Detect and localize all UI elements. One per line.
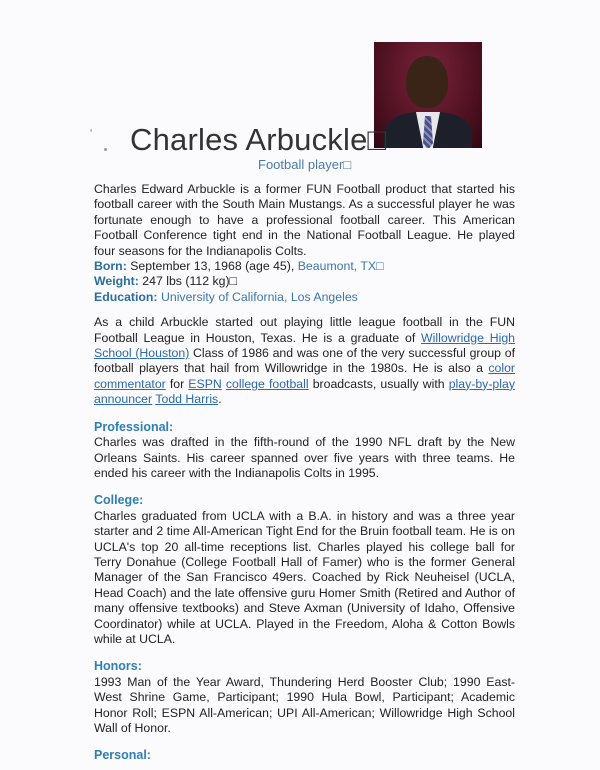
childhood-text-2: Class of 1986 and was one of the very successful group of football players that hail from Willowridge in the 1980s. He is also a — [94, 346, 516, 376]
weight-label: Weight: — [94, 274, 139, 289]
born-place-link[interactable]: Beaumont, TX□ — [297, 259, 384, 274]
education-label: Education: — [94, 289, 158, 304]
college-heading: College: — [94, 493, 144, 508]
portrait-photo — [374, 42, 482, 148]
born-label: Born: — [94, 259, 127, 274]
photo-head — [406, 56, 448, 108]
page-subtitle: Football player□ — [258, 157, 352, 172]
college-football-link[interactable]: college football — [225, 376, 309, 391]
college-paragraph: Charles graduated from UCLA with a B.A. in history and was a three year starter and 2 time All-American Tight End for the Bruin football team. He is on UCLA's top 20 all-time receptions list. Charles played his college ball for Terry Donahue (College Football Hall of Famer) who is the former General Manager of the San Francisco 49ers. Coached by Rick Neuheisel (UCLA, Head Coach) and the late offensive guru Homer Smith (Retired and Author of many offensive textbooks) and Steve Axman (University of Idaho, Offensive Coordinator) while at UCLA. Played in the Freedom, Aloha & Cotton Bowls while at UCLA. — [94, 508, 515, 646]
childhood-paragraph — [94, 315, 515, 407]
scan-speck — [104, 148, 107, 151]
childhood-text-3: for — [165, 376, 189, 391]
childhood-text-1: As a child Arbuckle started out playing little league football in the FUN Football League in Houston, Texas. He is a graduate of — [94, 315, 515, 345]
weight-value: 247 lbs (112 kg)□ — [142, 274, 237, 289]
weight-row — [94, 274, 515, 289]
personal-heading: Personal: — [94, 748, 151, 763]
todd-harris-link[interactable]: Todd Harris — [155, 392, 219, 407]
education-link[interactable]: University of California, Los Angeles — [160, 289, 358, 304]
scan-mark: ‘ — [90, 128, 93, 139]
espn-link[interactable]: ESPN — [188, 376, 222, 391]
honors-paragraph: 1993 Man of the Year Award, Thundering Herd Booster Club; 1990 East-West Shrine Game, Participant; 1990 Hula Bowl, Participant; Academic Honor Roll; ESPN All-American; UPI All-American; Willowridge High School Wall of Honor. — [94, 674, 515, 735]
professional-heading: Professional: — [94, 419, 174, 434]
childhood-text-7: . — [218, 392, 222, 407]
page-title: Charles Arbuckle□ — [130, 122, 387, 157]
born-value: September 13, 1968 (age 45), — [130, 259, 295, 274]
education-row — [94, 290, 515, 305]
intro-paragraph: Charles Edward Arbuckle is a former FUN Football product that started his football career with the South Main Mustangs. As a successful player he was fortunate enough to have a professional football career. This American Football Conference tight end in the National Football League. He played four seasons for the Indianapolis Colts. — [94, 182, 515, 258]
born-row — [94, 259, 515, 274]
honors-heading: Honors: — [94, 659, 142, 674]
color-commentator-link[interactable]: color commentator — [94, 361, 515, 391]
willowridge-link[interactable]: Willowridge High School (Houston) — [94, 330, 515, 361]
childhood-text-5: broadcasts, usually with — [308, 376, 449, 391]
bio-content — [94, 182, 515, 764]
professional-paragraph: Charles was drafted in the fifth-round of the 1990 NFL draft by the New Orleans Saints. His career spanned over five years with three teams. He ended his career with the Indianapolis Colts in 1995. — [94, 435, 515, 480]
play-by-play-link[interactable]: play-by-play announcer — [94, 376, 515, 407]
